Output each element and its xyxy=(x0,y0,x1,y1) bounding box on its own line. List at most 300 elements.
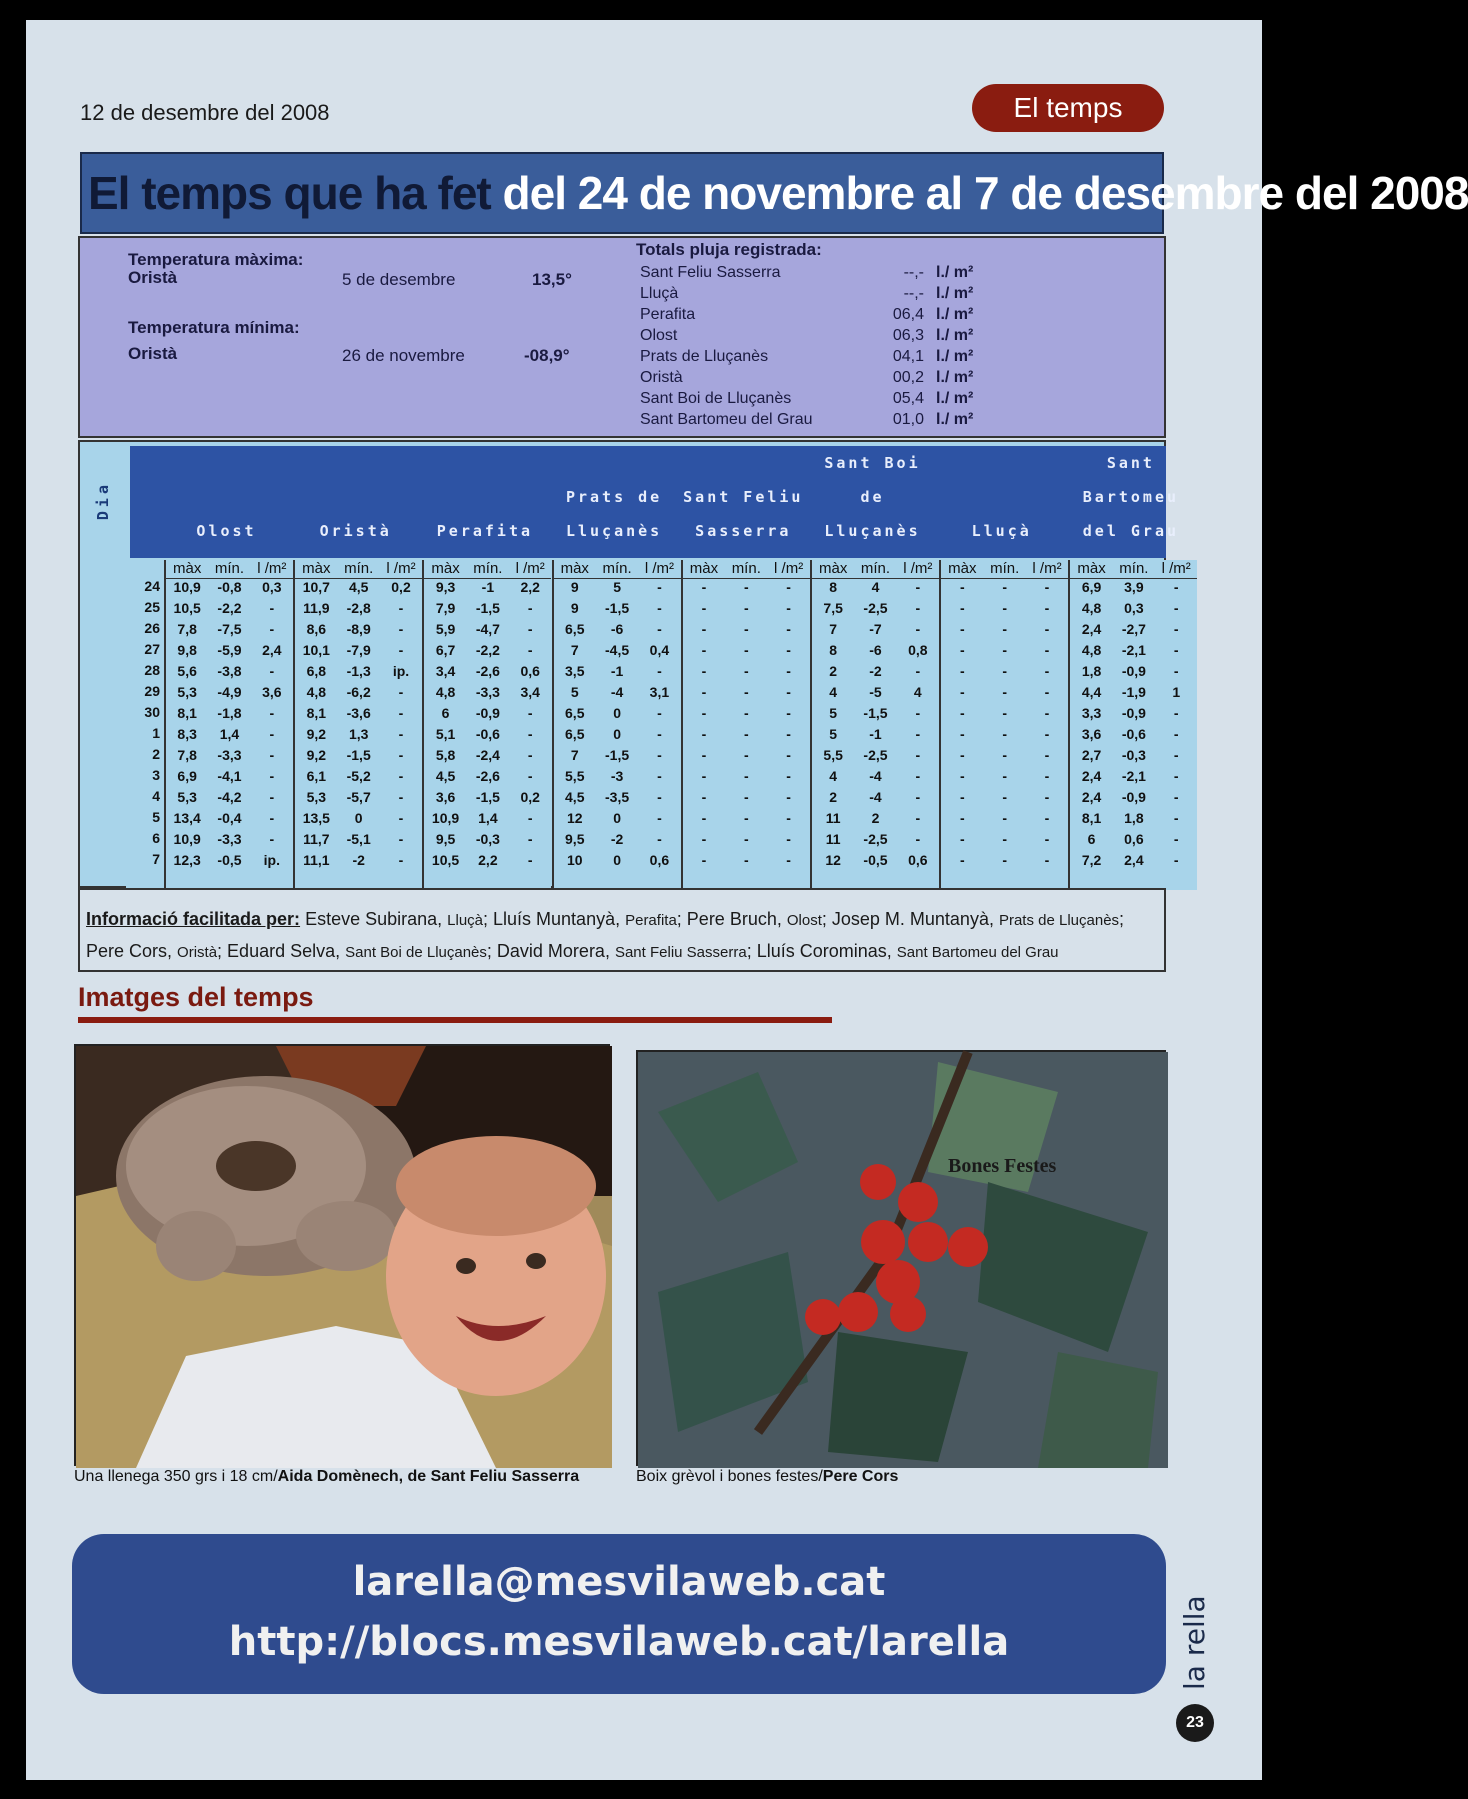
table-cell: 12 xyxy=(825,852,841,868)
table-cell: -1 xyxy=(869,726,882,742)
rain-unit: l./ m² xyxy=(936,411,974,428)
station-name-line: Bartomeu xyxy=(1082,488,1180,506)
table-cell: 0,6 xyxy=(1124,831,1144,847)
table-cell: - xyxy=(657,621,662,637)
table-cell: - xyxy=(743,789,749,805)
table-cell: - xyxy=(1173,642,1179,658)
table-cell: - xyxy=(398,642,404,658)
column-header: mín. xyxy=(731,560,761,577)
table-row xyxy=(554,831,681,852)
column-header: màx xyxy=(560,560,589,577)
table-row xyxy=(941,747,1068,768)
table-row xyxy=(812,789,939,810)
table-cell: - xyxy=(915,600,921,616)
table-cell: - xyxy=(398,747,404,763)
table-cell: -4,9 xyxy=(217,684,242,700)
table-row xyxy=(295,579,422,600)
table-row xyxy=(295,621,422,642)
table-cell: - xyxy=(1002,789,1008,805)
table-cell: 5 xyxy=(613,579,621,595)
table-cell: - xyxy=(1044,705,1050,721)
table-row xyxy=(1070,768,1197,789)
column-header: màx xyxy=(172,560,202,577)
rain-row xyxy=(640,285,1070,306)
table-cell: -1,8 xyxy=(217,705,242,721)
table-row xyxy=(295,789,422,810)
table-cell: - xyxy=(786,705,791,721)
table-cell: -0,8 xyxy=(217,579,242,595)
credits-place: Sant Bartomeu del Grau xyxy=(896,944,1059,961)
table-row xyxy=(166,684,293,705)
table-cell: 13,5 xyxy=(302,810,330,826)
credits-text: ; Lluís Muntanyà, xyxy=(483,909,626,929)
table-cell: 5,3 xyxy=(177,684,197,700)
rain-station: Sant Bartomeu del Grau xyxy=(640,411,813,428)
station-column xyxy=(810,560,939,890)
day-label: 2 xyxy=(152,746,160,762)
table-cell: - xyxy=(701,852,707,868)
min-temp-label: Temperatura mínima: xyxy=(128,318,300,337)
table-cell: 0,2 xyxy=(520,789,540,805)
table-cell: - xyxy=(527,600,533,616)
table-cell: - xyxy=(398,684,404,700)
table-row xyxy=(941,831,1068,852)
table-cell: -0,9 xyxy=(1121,705,1146,721)
table-cell: 2,4 xyxy=(1081,621,1102,637)
table-cell: - xyxy=(786,789,791,805)
station-name-line: Oristà xyxy=(319,522,392,540)
table-cell: 3,4 xyxy=(520,684,540,700)
table-row xyxy=(295,600,422,621)
column-header: mín. xyxy=(214,560,245,577)
table-row xyxy=(1070,621,1197,642)
table-cell: 2,2 xyxy=(520,579,540,595)
table-cell: 6,1 xyxy=(306,768,327,784)
table-cell: - xyxy=(1173,810,1179,826)
table-row xyxy=(683,579,810,600)
table-row xyxy=(941,663,1068,684)
table-cell: -0,9 xyxy=(1121,789,1146,805)
mushroom-photo-image xyxy=(76,1046,612,1468)
table-cell: 2 xyxy=(829,663,838,679)
section-badge: El temps xyxy=(972,84,1164,132)
table-cell: - xyxy=(915,579,921,595)
table-cell: 5 xyxy=(829,705,838,721)
table-cell: - xyxy=(527,831,533,847)
table-row xyxy=(683,810,810,831)
table-cell: 4,4 xyxy=(1081,684,1102,700)
brand-vertical xyxy=(1170,1586,1220,1696)
table-cell: - xyxy=(960,642,965,658)
table-cell: - xyxy=(743,726,749,742)
station-name-line: Lluçà xyxy=(971,522,1032,540)
table-cell: 8,1 xyxy=(306,705,327,721)
table-cell: -6 xyxy=(869,642,882,658)
table-row xyxy=(683,747,810,768)
day-label: 3 xyxy=(152,767,160,783)
table-row xyxy=(1070,600,1197,621)
rain-value: 05,4 xyxy=(892,390,924,407)
table-cell: - xyxy=(701,831,707,847)
table-cell: 0 xyxy=(613,705,621,721)
rain-row xyxy=(640,369,1070,390)
table-cell: 5 xyxy=(829,726,838,742)
table-cell: 11,1 xyxy=(303,852,330,868)
table-cell: -1,5 xyxy=(605,747,630,763)
table-cell: 9,5 xyxy=(435,831,456,847)
table-cell: - xyxy=(1173,726,1179,742)
table-cell: -0,9 xyxy=(1121,663,1146,679)
table-cell: 6,8 xyxy=(306,663,327,679)
credits xyxy=(78,888,1166,972)
table-row xyxy=(812,831,939,852)
table-row xyxy=(166,621,293,642)
table-cell: - xyxy=(960,600,965,616)
day-label: 5 xyxy=(152,809,160,825)
station-name xyxy=(939,514,1064,548)
table-cell: -4,5 xyxy=(605,642,630,658)
table-cell: 3,6 xyxy=(435,789,456,805)
table-row xyxy=(812,600,939,621)
table-cell: -3 xyxy=(610,768,624,784)
table-cell: -7 xyxy=(869,621,882,637)
column-header: màx xyxy=(302,560,331,577)
day-label: 27 xyxy=(144,641,160,657)
table-cell: - xyxy=(1044,600,1050,616)
table-cell: 0,2 xyxy=(391,579,411,595)
table-row xyxy=(683,768,810,789)
credits-text: ; David Morera, xyxy=(486,941,615,961)
table-row xyxy=(424,642,551,663)
table-cell: 1,4 xyxy=(219,726,240,742)
table-cell: 7 xyxy=(570,747,579,763)
caption-text: Boix grèvol i bones festes/ xyxy=(636,1468,823,1485)
table-row xyxy=(295,705,422,726)
table-row xyxy=(554,789,681,810)
table-row xyxy=(554,747,681,768)
table-cell: 5 xyxy=(570,684,579,700)
table-row xyxy=(554,852,681,873)
table-cell: 4,5 xyxy=(348,579,369,595)
table-cell: -5,2 xyxy=(346,768,371,784)
table-cell: - xyxy=(1044,684,1050,700)
table-row xyxy=(166,663,293,684)
table-cell: -1 xyxy=(481,579,495,595)
table-cell: - xyxy=(786,726,791,742)
page-number: 23 xyxy=(1176,1704,1214,1742)
table-cell: - xyxy=(1002,768,1008,784)
table-cell: -0,5 xyxy=(217,852,242,868)
table-row xyxy=(1070,726,1197,747)
table-cell: - xyxy=(527,726,533,742)
table-cell: 3,1 xyxy=(649,684,670,700)
table-cell: - xyxy=(960,663,965,679)
table-cell: - xyxy=(960,621,965,637)
table-cell: - xyxy=(786,663,791,679)
rain-station: Olost xyxy=(640,327,678,344)
table-row xyxy=(941,852,1068,873)
day-label: 6 xyxy=(152,830,160,846)
table-cell: - xyxy=(915,789,921,805)
table-cell: 10,7 xyxy=(302,579,330,595)
table-cell: 1,4 xyxy=(478,810,498,826)
table-cell: - xyxy=(915,831,921,847)
table-cell: -4 xyxy=(869,768,882,784)
station-name xyxy=(552,480,677,548)
table-cell: - xyxy=(398,768,404,784)
column-header: màx xyxy=(689,560,719,577)
table-row xyxy=(424,621,551,642)
table-cell: - xyxy=(398,831,404,847)
table-cell: - xyxy=(743,747,749,763)
table-cell: 1 xyxy=(1172,684,1181,700)
station-column xyxy=(681,560,810,890)
table-cell: 11,7 xyxy=(303,831,330,847)
rain-value: 01,0 xyxy=(892,411,924,428)
rain-station: Oristà xyxy=(640,369,683,386)
table-cell: - xyxy=(786,831,791,847)
table-cell: 4,8 xyxy=(306,684,327,700)
column-header: l /m² xyxy=(644,560,674,577)
rain-row xyxy=(640,306,1070,327)
table-cell: - xyxy=(960,747,965,763)
table-cell: - xyxy=(1044,810,1050,826)
table-row xyxy=(941,789,1068,810)
table-cell: 0 xyxy=(613,852,621,868)
table-cell: 0,3 xyxy=(262,579,282,595)
table-cell: -4 xyxy=(610,684,624,700)
table-cell: - xyxy=(269,747,275,763)
table-cell: 7,5 xyxy=(823,600,843,616)
station-column xyxy=(552,560,681,890)
table-cell: 5,3 xyxy=(306,789,327,805)
mushroom-icon xyxy=(116,1076,416,1281)
table-row xyxy=(554,684,681,705)
table-row xyxy=(166,726,293,747)
contact-email[interactable]: larella@mesvilaweb.cat xyxy=(352,1559,886,1605)
table-cell: - xyxy=(743,642,749,658)
table-cell: 10,5 xyxy=(431,852,460,868)
table-cell: 7,2 xyxy=(1081,852,1102,868)
column-header: l /m² xyxy=(257,560,287,577)
table-cell: - xyxy=(960,789,965,805)
table-row xyxy=(683,600,810,621)
weather-table xyxy=(78,440,1191,888)
table-cell: 9 xyxy=(570,600,579,616)
table-cell: 10 xyxy=(566,852,583,868)
table-row xyxy=(554,705,681,726)
table-cell: - xyxy=(701,726,707,742)
table-cell: -3,3 xyxy=(217,831,242,847)
table-cell: 8,1 xyxy=(1081,810,1102,826)
table-cell: - xyxy=(1044,642,1050,658)
table-cell: - xyxy=(1173,705,1179,721)
column-header: mín. xyxy=(1119,560,1149,577)
section-rule xyxy=(78,1017,832,1023)
issue-date: 12 de desembre del 2008 xyxy=(80,100,330,125)
table-row xyxy=(424,705,551,726)
table-cell: - xyxy=(743,810,749,826)
table-cell: - xyxy=(527,747,533,763)
table-cell: 5,1 xyxy=(435,726,456,742)
station-name xyxy=(164,514,289,548)
table-cell: 2,4 xyxy=(1081,789,1102,805)
table-cell: 7,8 xyxy=(177,747,197,763)
rain-station: Sant Feliu Sasserra xyxy=(640,264,781,281)
table-row xyxy=(812,768,939,789)
station-column xyxy=(422,560,551,890)
credits-text: ; Lluís Corominas, xyxy=(746,941,897,961)
table-row xyxy=(424,852,551,873)
table-cell: - xyxy=(657,600,662,616)
table-cell: 0 xyxy=(354,810,363,826)
table-row xyxy=(1070,831,1197,852)
table-cell: - xyxy=(269,621,275,637)
table-cell: 9,8 xyxy=(177,642,197,658)
table-row xyxy=(683,705,810,726)
table-row xyxy=(1070,684,1197,705)
table-cell: -7,9 xyxy=(346,642,371,658)
table-row xyxy=(683,642,810,663)
table-cell: - xyxy=(1044,789,1050,805)
caption-credit: Aida Domènech, de Sant Feliu Sasserra xyxy=(277,1468,580,1485)
table-cell: -0,3 xyxy=(475,831,500,847)
table-cell: 6,5 xyxy=(565,621,585,637)
table-cell: - xyxy=(527,810,533,826)
station-name xyxy=(810,446,935,548)
table-cell: -8,9 xyxy=(346,621,371,637)
table-row xyxy=(1070,579,1197,600)
table-cell: 12 xyxy=(566,810,583,826)
rain-value: --,- xyxy=(903,264,924,281)
table-cell: -2,6 xyxy=(475,663,500,679)
column-header: mín. xyxy=(860,560,891,577)
table-cell: - xyxy=(701,768,707,784)
credits-place: Oristà xyxy=(177,944,218,961)
table-row xyxy=(424,579,551,600)
column-headers xyxy=(812,560,939,579)
caption-text: Una llenega 350 grs i 18 cm/ xyxy=(74,1468,278,1485)
table-cell: -5,9 xyxy=(217,642,242,658)
holly-photo xyxy=(636,1050,1166,1466)
mushroom-photo xyxy=(74,1044,610,1466)
table-cell: - xyxy=(786,852,791,868)
table-cell: 3,6 xyxy=(262,684,282,700)
table-cell: -1,5 xyxy=(346,747,371,763)
table-cell: 9,2 xyxy=(306,747,327,763)
table-row xyxy=(554,663,681,684)
rain-total-label: Totals pluja registrada: xyxy=(636,240,822,259)
column-headers xyxy=(295,560,422,579)
max-temp-date: 5 de desembre xyxy=(342,270,456,289)
station-name xyxy=(681,480,806,548)
table-cell: - xyxy=(269,600,275,616)
table-row xyxy=(812,810,939,831)
table-cell: -3,8 xyxy=(217,663,242,679)
rain-station: Sant Boi de Lluçanès xyxy=(640,390,792,407)
table-cell: - xyxy=(1002,600,1008,616)
rain-station: Prats de Lluçanès xyxy=(640,348,769,365)
table-cell: -5,7 xyxy=(346,789,371,805)
table-cell: -0,4 xyxy=(217,810,242,826)
table-cell: -2 xyxy=(352,852,365,868)
rain-value: --,- xyxy=(903,285,924,302)
table-cell: 9,2 xyxy=(306,726,327,742)
table-cell: -3,3 xyxy=(217,747,242,763)
photo-caption-2 xyxy=(636,1468,898,1486)
station-name xyxy=(1068,446,1193,548)
table-cell: 7 xyxy=(829,621,838,637)
credits-place: Perafita xyxy=(625,912,677,929)
table-cell: - xyxy=(398,789,404,805)
table-cell: ip. xyxy=(263,852,280,868)
table-cell: 11 xyxy=(825,831,841,847)
table-cell: -5 xyxy=(869,684,882,700)
table-cell: - xyxy=(915,747,921,763)
max-temp-value: 13,5° xyxy=(532,270,572,289)
table-cell: - xyxy=(527,642,533,658)
table-cell: - xyxy=(786,579,791,595)
table-cell: - xyxy=(1002,663,1008,679)
rain-unit: l./ m² xyxy=(936,390,974,407)
column-header: màx xyxy=(431,560,460,577)
table-cell: -7,5 xyxy=(217,621,242,637)
rain-row xyxy=(640,348,1070,369)
rain-station: Perafita xyxy=(640,306,696,323)
table-cell: - xyxy=(701,747,707,763)
table-row xyxy=(941,579,1068,600)
table-cell: 0,6 xyxy=(649,852,670,868)
table-cell: 3,4 xyxy=(435,663,456,679)
table-row xyxy=(554,768,681,789)
table-cell: -2 xyxy=(869,663,882,679)
table-cell: - xyxy=(701,705,707,721)
table-cell: 5,5 xyxy=(565,768,585,784)
table-cell: -4 xyxy=(869,789,882,805)
table-row xyxy=(424,684,551,705)
table-cell: - xyxy=(743,831,749,847)
table-cell: - xyxy=(743,600,749,616)
column-headers xyxy=(166,560,293,579)
contact-url[interactable]: http://blocs.mesvilaweb.cat/larella xyxy=(228,1619,1010,1665)
column-header: mín. xyxy=(473,560,503,577)
table-cell: 8,6 xyxy=(306,621,327,637)
table-cell: 5,8 xyxy=(435,747,456,763)
table-cell: - xyxy=(1002,684,1008,700)
table-cell: -2,1 xyxy=(1121,642,1146,658)
table-cell: 4,5 xyxy=(565,789,585,805)
table-cell: 10,9 xyxy=(173,831,201,847)
table-cell: 6,9 xyxy=(1081,579,1102,595)
table-cell: 9,5 xyxy=(565,831,585,847)
min-temp-value: -08,9° xyxy=(524,346,570,365)
table-cell: - xyxy=(701,810,707,826)
table-cell: - xyxy=(960,852,965,868)
table-cell: - xyxy=(743,705,749,721)
table-cell: 12,3 xyxy=(173,852,201,868)
table-cell: - xyxy=(701,642,707,658)
table-cell: -0,9 xyxy=(475,705,500,721)
max-temp-place: Oristà xyxy=(128,268,178,287)
min-temp-place: Oristà xyxy=(128,344,178,363)
table-cell: - xyxy=(269,705,275,721)
table-cell: - xyxy=(1173,789,1179,805)
table-row xyxy=(812,684,939,705)
station-name-line: del Grau xyxy=(1082,522,1180,540)
table-row xyxy=(941,600,1068,621)
credits-place: Sant Boi de Lluçanès xyxy=(345,944,487,961)
credits-text: ; Eduard Selva, xyxy=(217,941,346,961)
